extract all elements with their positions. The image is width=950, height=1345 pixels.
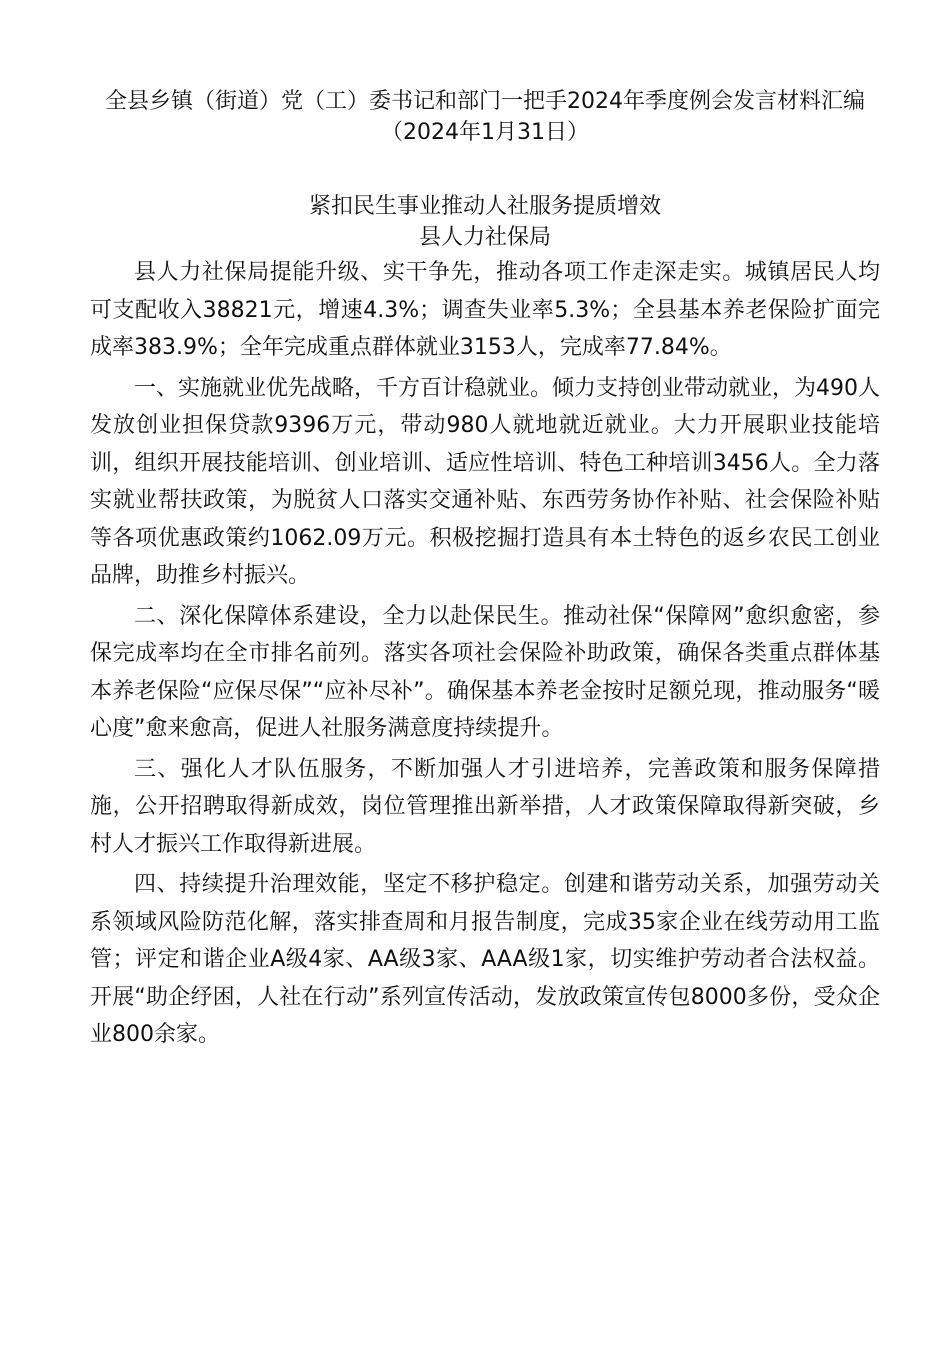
paragraph-intro: 县人力社保局提能升级、实干争先，推动各项工作走深走实。城镇居民人均可支配收入38821元，增速4.3%；调查失业率5.3%；全县基本养老保险扩面完成率383.9%；全年完成重点群体就业3153人，完成率77.84%。	[90, 260, 880, 360]
paragraph-governance: 四、持续提升治理效能，坚定不移护稳定。创建和谐劳动关系，加强劳动关系领域风险防范化解，落实排查周和月报告制度，完成35家企业在线劳动用工监管；评定和谐企业A级4家、AA级3家、AAA级1家，切实维护劳动者合法权益。开展“助企纾困，人社在行动”系列宣传活动，发放政策宣传包8000多份，受众企业800余家。	[90, 872, 880, 1047]
article-title: 紧扣民生事业推动人社服务提质增效	[308, 194, 661, 219]
paragraph-employment: 一、实施就业优先战略，千方百计稳就业。倾力支持创业带动就业，为490人发放创业担保贷款9396万元，带动980人就地就近就业。大力开展职业技能培训，组织开展技能培训、创业培训、适应性培训、特色工种培训3456人。全力落实就业帮扶政策，为脱贫人口落实交通补贴、东西劳务协作补贴、社会保险补贴等各项优惠政策约1062.09万元。积极挖掘打造具有本土特色的返乡农民工创业品牌，助推乡村振兴。	[90, 375, 880, 588]
paragraph-social-security: 二、深化保障体系建设，全力以赴保民生。推动社保“保障网”愈织愈密，参保完成率均在全市排名前列。落实各项社会保险补助政策，确保各类重点群体基本养老保险“应保尽保”“应补尽补”。确保基本养老金按时足额兑现，推动服务“暖心度”愈来愈高，促进人社服务满意度持续提升。	[90, 603, 880, 741]
document-date: （2024年1月31日）	[381, 120, 589, 145]
document-page	[90, 86, 880, 1054]
paragraph-talent: 三、强化人才队伍服务，不断加强人才引进培养，完善政策和服务保障措施，公开招聘取得新成效，岗位管理推出新举措，人才政策保障取得新突破，乡村人才振兴工作取得新进展。	[90, 756, 880, 857]
document-title: 全县乡镇（街道）党（工）委书记和部门一把手2024年季度例会发言材料汇编	[105, 89, 865, 114]
article-author: 县人力社保局	[418, 225, 551, 250]
